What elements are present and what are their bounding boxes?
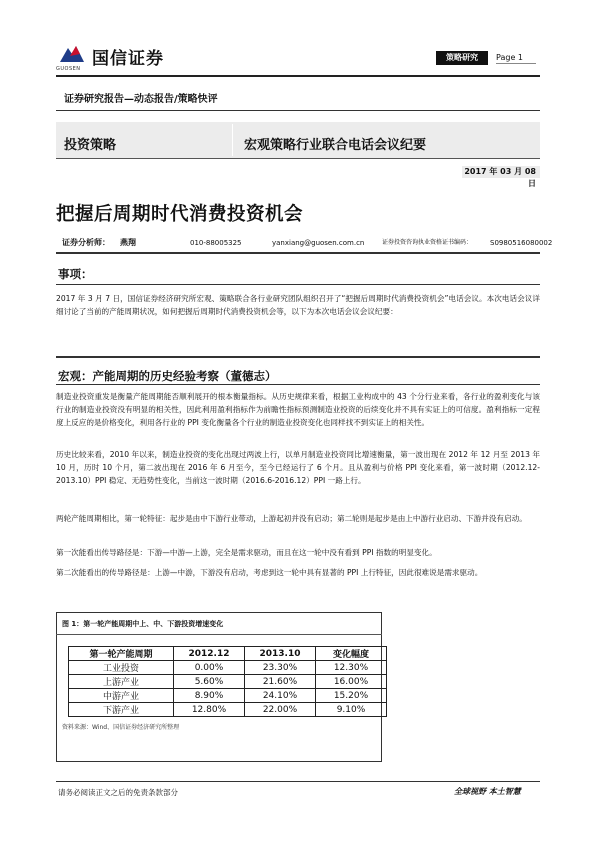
table-cell: 5.60% [174,675,245,689]
footer-slogan: 全球视野 本土智慧 [454,787,521,796]
table-cell: 23.30% [245,661,316,675]
table-cell: 15.20% [316,689,387,703]
band-divider [232,124,233,156]
data-table [68,646,387,717]
analyst-info [56,236,553,250]
report-series: 证券研究报告—动态报告/策略快评 [64,94,218,105]
table-cell: 22.00% [245,703,316,717]
table-header-cell: 第一轮产能周期 [69,647,174,661]
table-cell: 24.10% [245,689,316,703]
cert-label: 证券投资咨询执业资格证书编码： [382,239,473,246]
section-heading-matters: 事项： [58,267,93,281]
analyst-rule [56,252,540,254]
table-cell: 9.10% [316,703,387,717]
table-cell: 12.80% [174,703,245,717]
page-number: Page 1 [496,51,536,64]
table-cell: 中游产业 [69,689,174,703]
analyst-email[interactable]: yanxiang@guosen.com.cn [272,239,365,247]
figure-source: 资料来源：Wind、国信证券经济研究所整理 [62,724,180,731]
macro-paragraph: 第二次能看出的传导路径是：上游—中游，下游没有启动，考虑到这一轮中具有显著的 PPI 上行特征，因此很难说是需求驱动。 [56,568,483,577]
table-header-row [69,647,387,661]
table-header-cell: 2013.10 [245,647,316,661]
analyst-name: 燕翔 [120,238,136,247]
table-cell: 上游产业 [69,675,174,689]
macro-paragraph: 第一次能看出传导路径是：下游—中游—上游，完全是需求驱动，而且在这一轮中没有看到 PPI 指数的明显变化。 [56,548,437,557]
table-cell: 16.00% [316,675,387,689]
report-date: 2017 年 03 月 08 日 [462,166,540,178]
figure-title: 图 1：第一轮产能周期中上、中、下游投资增速变化 [62,620,224,628]
logo-text: 国信证券 [92,49,164,69]
section-rule [56,284,540,285]
table-cell: 工业投资 [69,661,174,675]
series-rule [56,110,540,111]
category-tag: 策略研究 [436,51,488,65]
logo-english: GUOSEN [56,66,81,72]
table-row [69,675,387,689]
table-row [69,661,387,675]
section-rule [56,356,540,358]
table-cell: 0.00% [174,661,245,675]
report-category: 投资策略 [64,138,117,153]
table-row [69,689,387,703]
table-cell: 下游产业 [69,703,174,717]
macro-paragraph: 制造业投资重发是衡量产能周期能否顺利展开的根本衡量指标。从历史规律来看，根据工业构成中的 43 个分行业来看，各行业的盈利变化与该行业的制造业投资没有明显的相关性，因此利用盈利指标作为前瞻性指标预测制造业投资的后续变化并不具有实证上的可信度。盈利指标一定程度上反应的是价格变化，利用各行业的 PPI 变化衡量各个行业的制造业投资变化也同样找不到实证上的相关性。 [56,392,540,427]
figure-rule [56,634,382,635]
table-row [69,703,387,717]
section-rule [56,384,540,385]
analyst-label: 证券分析师： [62,238,110,247]
guosen-logo-icon [58,42,86,64]
footer-disclaimer[interactable]: 请务必阅读正文之后的免责条款部分 [58,788,178,797]
table-header-cell: 2012.12 [174,647,245,661]
header-rule [56,75,540,77]
page-title: 把握后周期时代消费投资机会 [56,204,304,225]
table-cell: 21.60% [245,675,316,689]
table-cell: 12.30% [316,661,387,675]
table-cell: 8.90% [174,689,245,703]
analyst-phone: 010-88005325 [190,239,242,247]
section-heading-macro: 宏观：产能周期的历史经验考察（董德志） [58,369,277,383]
footer-rule [56,781,540,782]
cert-number: S0980516080002 [490,239,553,247]
table-header-cell: 变化幅度 [316,647,387,661]
matters-paragraph: 2017 年 3 月 7 日，国信证券经济研究所宏观、策略联合各行业研究团队组织召开了“把握后周期时代消费投资机会”电话会议。本次电话会议详细讨论了当前的产能周期状况，如何把握后周期时代消费投资机会等，以下为本次电话会议会议纪要： [56,294,540,316]
report-subtitle: 宏观策略行业联合电话会议纪要 [244,138,427,153]
macro-paragraph: 两轮产能周期相比，第一轮特征：起步是由中下游行业带动，上游起初并没有启动；第二轮则是起步是由上中游行业启动、下游并没有启动。 [56,514,527,523]
macro-paragraph: 历史比较来看，2010 年以来，制造业投资的变化出现过两波上行，以单月制造业投资同比增速衡量，第一波出现在 2012 年 12 月至 2013 年 10 月，历时 10 个月，第二波出现在 2016 年 6 月至今，至今已经运行了 6 个月。且从盈利与价格 PPI 变化来看，第一波时期（2012.12-2013.10）PPI 稳定、无趋势性变化，当前这一波时期（2016.6-2016.12）PPI 一路上行。 [56,450,540,485]
